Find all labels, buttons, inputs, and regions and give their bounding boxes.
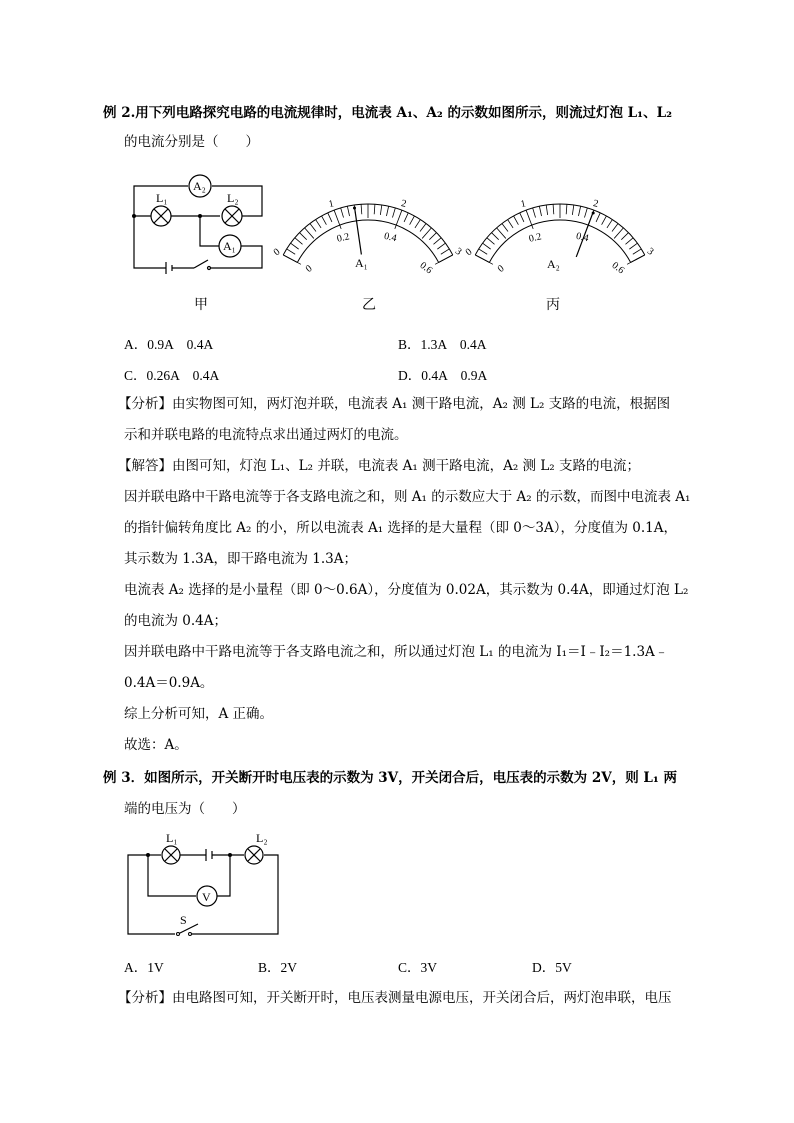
meter-bing-needle-tip [592, 212, 595, 215]
meter-bing-top-tick-label: 2 [592, 198, 600, 210]
meter-yi-bottom-tick-label: 0.2 [335, 231, 351, 245]
meter-bing-bottom-tick-label: 0.6 [609, 260, 627, 277]
switch-label: S [180, 913, 187, 927]
ex2-answer-line1: 【解答】由图可知，灯泡 L₁、L₂ 并联，电流表 A₁ 测干路电流，A₂ 测 L₂ 支路的电流； [118, 458, 640, 474]
ex2-answer-line2: 因并联电路中干路电流等于各支路电流之和，则 A₁ 的示数应大于 A₂ 的示数，而图中电流表 A₁ [124, 489, 691, 505]
meter-bing-tick [546, 205, 547, 215]
ammeter-dial-yi [271, 188, 464, 277]
meter-bing-tick [487, 238, 495, 244]
ex3-option-c: C．3V [398, 960, 438, 975]
meter-bing-bottom-tick-label: 0.2 [527, 231, 543, 245]
meter-bing-tick [553, 204, 554, 214]
meter-yi-bottom-tick-label: 0.6 [417, 260, 435, 277]
ex3-option-a: A．1V [124, 960, 164, 975]
meter-yi-bottom-tick-label: 0.4 [383, 230, 398, 245]
meter-bing-tick [539, 206, 541, 216]
meter-bing-tick [633, 249, 641, 254]
circuit-diagram-ex3 [120, 830, 285, 940]
meter-bing-tick [578, 206, 580, 216]
meter-yi-needle-tip [353, 206, 356, 209]
meter-yi-tick [380, 205, 381, 215]
meter-bing-tick [584, 208, 587, 218]
ex3-option-b: B．2V [258, 960, 298, 975]
meter-yi-tick [287, 249, 295, 254]
ex2-answer-line10: 故选：A。 [124, 737, 188, 753]
meter-yi-label: A₁ [355, 256, 368, 270]
ex3-lamp-l1-label: L₁ [166, 831, 178, 845]
meter-yi-tick [361, 204, 362, 214]
meter-bing-tick [627, 255, 645, 264]
meter-bing-tick [625, 238, 633, 244]
caption-yi: 乙 [362, 297, 376, 313]
ex2-option-a: A．0.9A 0.4A [124, 337, 214, 352]
meter-yi-top-tick-label: 3 [452, 245, 464, 258]
meter-yi-inner-arc [297, 220, 438, 262]
meter-bing-tick [621, 233, 628, 240]
ex3-question-line1: 例 3．如图所示，开关断开时电压表的示数为 3V，开关闭合后，电压表的示数为 2V，则 L₁ 两 [103, 770, 678, 786]
meter-bing-top-tick-label: 1 [519, 198, 527, 211]
ex2-option-b: B．1.3A 0.4A [398, 337, 487, 352]
meter-yi-tick [283, 255, 301, 264]
meter-bing-tick [566, 204, 567, 214]
meter-bing-tick [508, 220, 513, 228]
meter-bing-tick [479, 249, 487, 254]
meter-yi-top-tick-label: 1 [327, 198, 335, 211]
meter-bing-tick [572, 205, 573, 215]
meter-bing-tick [596, 213, 600, 222]
lamp-l2-label: L₂ [227, 191, 239, 205]
voltmeter-label: V [202, 890, 211, 904]
meter-bing-tick [475, 255, 493, 264]
meter-bing-bottom-tick-label: 0.4 [575, 230, 590, 245]
ex2-answer-line8: 0.4A＝0.9A。 [124, 675, 214, 691]
ex2-answer-line9: 综上分析可知，A 正确。 [124, 706, 274, 722]
caption-bing: 丙 [546, 297, 560, 313]
meter-yi-tick [328, 213, 332, 222]
ex2-question-line1: 例 2.用下列电路探究电路的电流规律时，电流表 A₁、A₂ 的示数如图所示，则流过灯泡 L₁、L₂ [103, 105, 672, 121]
ex2-question-line2: 的电流分别是（ ） [124, 134, 259, 150]
ex2-option-d: D．0.4A 0.9A [398, 368, 488, 383]
ex3-lamp-l2-label: L₂ [256, 831, 268, 845]
meter-yi-tick [410, 216, 415, 225]
ex2-answer-line3: 的指针偏转角度比 A₂ 的小，所以电流表 A₁ 选择的是大量程（即 0～3A），分度值为 0.1A， [124, 520, 677, 536]
lamp-l1-label: L₁ [156, 191, 168, 205]
ammeter-a2-label: A₂ [193, 179, 206, 193]
meter-yi-tick [420, 224, 426, 232]
meter-yi-tick [422, 228, 431, 239]
meter-bing-tick [483, 243, 491, 249]
meter-yi-tick [429, 233, 436, 240]
meter-yi-top-tick-label: 0 [271, 246, 283, 259]
ex2-answer-line6: 的电流为 0.4A； [124, 613, 228, 629]
ex3-analysis-line1: 【分析】由电路图可知，开关断开时，电压表测量电源电压，开关闭合后，两灯泡串联，电压 [118, 990, 672, 1006]
ex2-answer-line4: 其示数为 1.3A，即干路电流为 1.3A； [124, 551, 358, 567]
meter-bing-tick [520, 213, 524, 222]
caption-jia: 甲 [194, 297, 208, 313]
meter-bing-tick [612, 224, 618, 232]
ex2-option-c: C．0.26A 0.4A [124, 368, 220, 383]
circuit-diagram-jia [122, 168, 272, 272]
meter-yi-tick [316, 220, 321, 228]
meter-bing-inner-arc [489, 220, 630, 262]
ammeter-dial-bing [463, 188, 656, 277]
meter-yi-tick [347, 206, 349, 216]
ex2-answer-line5: 电流表 A₂ 选择的是小量程（即 0～0.6A），分度值为 0.02A，其示数为 0.4A，即通过灯泡 L₂ [124, 582, 689, 598]
meter-yi-needle [354, 207, 361, 255]
meter-yi-bottom-tick-label: 0 [303, 263, 315, 275]
meter-yi-tick [435, 255, 453, 264]
meter-bing-tick [629, 243, 637, 249]
meter-yi-tick [437, 243, 445, 249]
meter-bing-tick [533, 208, 536, 218]
meter-bing-tick [492, 233, 499, 240]
meter-yi-tick [322, 216, 327, 225]
meter-yi-tick [341, 208, 344, 218]
ex2-analysis-line1: 【分析】由实物图可知，两灯泡并联，电流表 A₁ 测干路电流，A₂ 测 L₂ 支路的电流，根据图 [118, 396, 671, 412]
ex2-answer-line7: 因并联电路中干路电流等于各支路电流之和，所以通过灯泡 L₁ 的电流为 I₁＝I﹣I₂＝1.3A﹣ [124, 644, 669, 660]
meter-bing-tick [602, 216, 607, 225]
meter-bing-tick [607, 220, 612, 228]
meter-yi-tick [404, 213, 408, 222]
meter-yi-tick [310, 224, 316, 232]
ammeter-a1-label: A₁ [223, 239, 236, 253]
meter-yi-tick [305, 228, 314, 239]
meter-bing-label: A₂ [547, 257, 560, 271]
ex2-analysis-line2: 示和并联电路的电流特点求出通过两灯的电流。 [124, 427, 408, 443]
meter-yi-tick [441, 249, 449, 254]
meter-yi-tick [374, 204, 375, 214]
meter-bing-tick [614, 228, 623, 239]
meter-bing-top-tick-label: 3 [644, 245, 656, 258]
ex3-question-line2: 端的电压为（ ） [124, 801, 246, 817]
meter-yi-tick [392, 208, 395, 218]
meter-yi-tick [433, 238, 441, 244]
meter-yi-tick [386, 206, 388, 216]
meter-bing-tick [497, 228, 506, 239]
meter-yi-tick [295, 238, 303, 244]
meter-yi-top-tick-label: 2 [400, 198, 408, 210]
meter-bing-tick [514, 216, 519, 225]
meter-yi-tick [291, 243, 299, 249]
meter-yi-tick [415, 220, 420, 228]
meter-yi-tick [300, 233, 307, 240]
ex3-option-d: D．5V [532, 960, 572, 975]
meter-bing-top-tick-label: 0 [463, 246, 475, 259]
meter-bing-tick [502, 224, 508, 232]
meter-bing-bottom-tick-label: 0 [495, 263, 507, 275]
